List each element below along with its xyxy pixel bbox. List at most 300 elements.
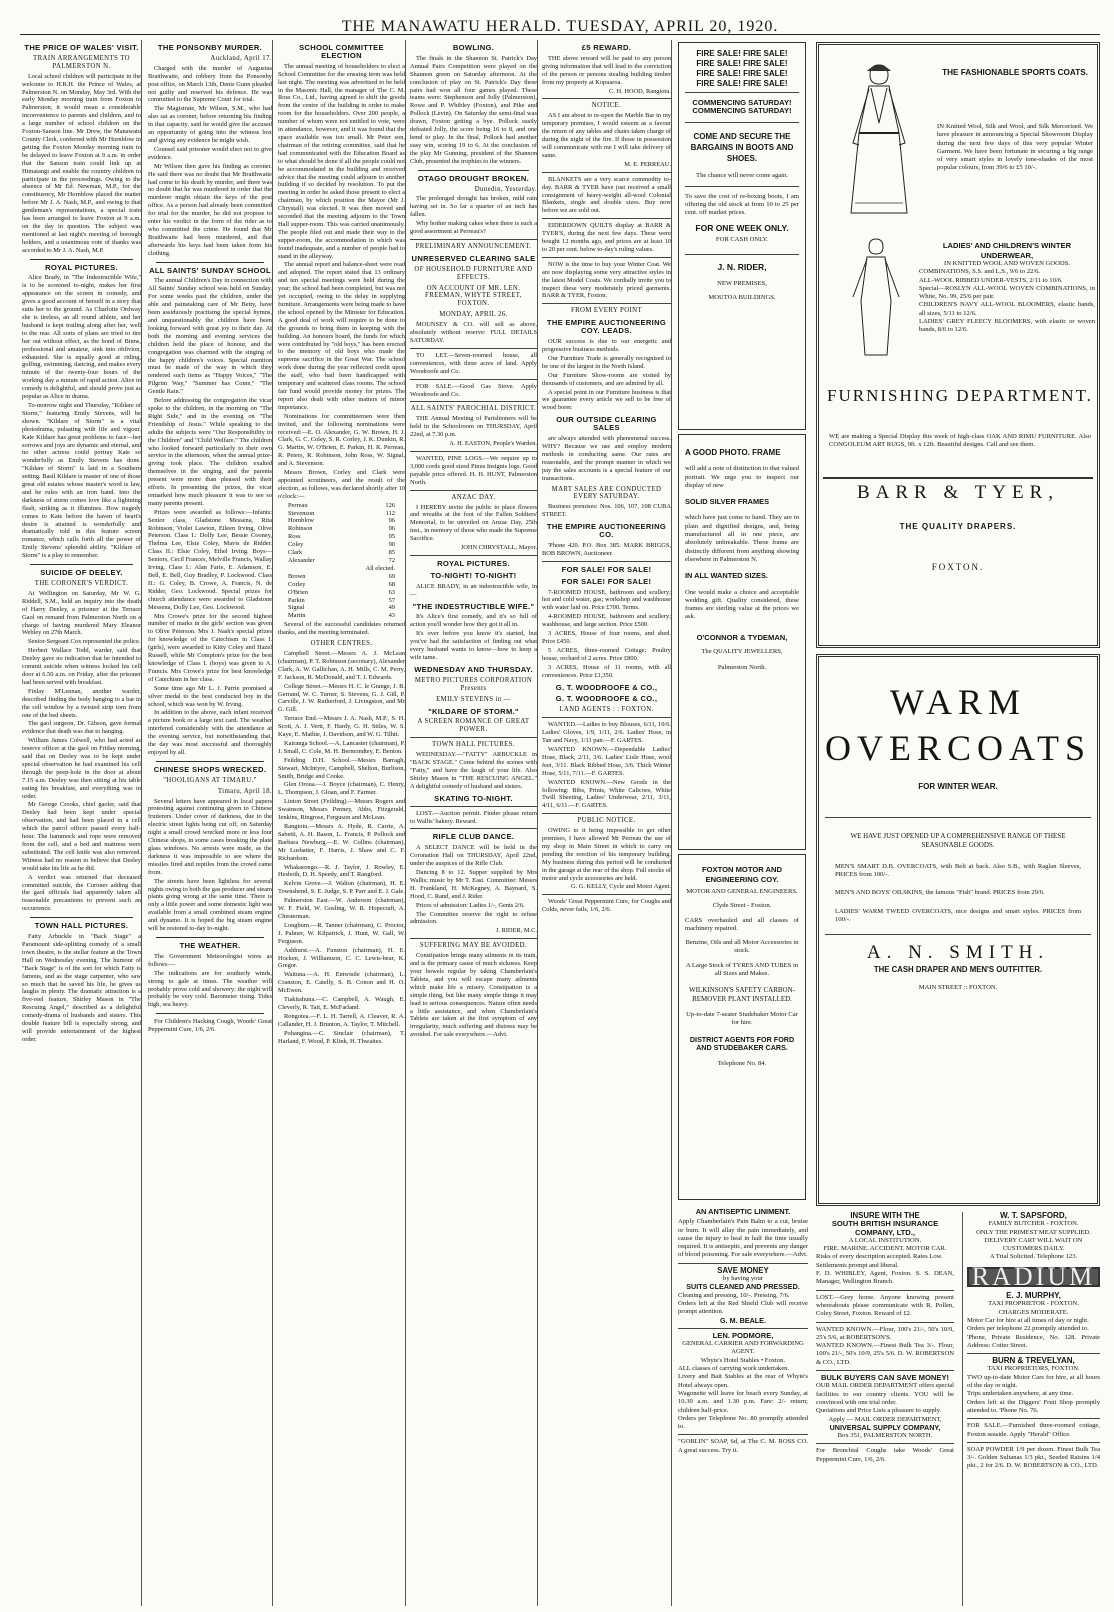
- ad-misc-text: Orders left at the Red Shield Club will receive prompt attention.: [678, 1299, 808, 1316]
- ad-rider-cash: FOR CASH ONLY.: [715, 236, 769, 244]
- ad-insure-text: Apply — MAIL ORDER DEPARTMENT,: [828, 1415, 942, 1423]
- headline-empire: THE EMPIRE AUCTIONEERING COY. LEADS.: [546, 318, 667, 336]
- article-para: OWING to it being impossible to get other premises, I have allowed Mr Perreau the use of my shop in Main Street in which to carry on pending the erection of his temporary building. My business during this period will be conducted in the garage at the rear of the shop. Full stocks of motor and cycle accessories are held.: [542, 827, 671, 882]
- divider: [410, 239, 537, 240]
- vote-row: Robinson 96: [288, 525, 395, 533]
- ad-misc-text: Wagonette will leave for beach every Sunday, at 10.30 a.m. and 1.30 p.m. Fare: 2/- return; children half-price.: [678, 1389, 808, 1414]
- article-para: William James Colwell, who had acted as reserve officer at the gaol on Friday morning, said that on Deeley was to be kept under special observation he had examined his cell through the peep-hole in the door at about 7.15 a.m. Deeley was then sitting at his table eating his breakfast, and everything was in order.: [22, 737, 141, 800]
- ad-rider-text: The chance will never come again.: [696, 171, 788, 179]
- ad-smith-item: MEN'S SMART D.B. OVERCOATS, with Belt at back. Also S.B., with Raglan Sleeves, PRICES from 100/-.: [835, 862, 1081, 879]
- headline-royal-ad: ROYAL PICTURES.: [437, 558, 510, 568]
- article-para: M. E. PERREAU.: [624, 160, 671, 168]
- headline-empire-co: THE EMPIRE AUCTIONEERING CO.: [546, 522, 667, 540]
- headline-bowling: BOWLING.: [452, 43, 495, 52]
- article-para: Palmerston East.—W. Anderson (chairman), W. F. Field, W. Gosling, W. R. Hopecraft, A. Chesterman.: [278, 897, 405, 920]
- article-para: Nominations for committeemen were then invited, and the following nominations were received:—E. O. Alexander, G. W. Brown, H. J. Clark, G. C. Coley, S. R. Corley, J. K. Dunkin, R. G. Martin, W. O'Brien, E. Parkin, H. R. Perreau, R. Peters, R. Robinson, John Ross, W. Signal, and A. Stevenson.: [278, 412, 405, 468]
- dateline: Timaru, April 18.: [217, 787, 272, 795]
- divider: [542, 561, 671, 562]
- divider: [542, 98, 671, 99]
- ad-murphy-sub: TAXI PROPRIETOR - FOXTON.: [988, 1300, 1079, 1308]
- article-para: The Magistrate, Mr Wilson, S.M., who had also sat as coroner, before returning his finding in that capacity, said he would give the accused an opportunity of going into the witness box and giving any evidence he might wish.: [148, 105, 272, 144]
- article-para: Kelvin Grove.—J. Walton (chairman), H. E. Townshend, S. E. Judge, S. P. Parr and E. J. Gale.: [278, 880, 405, 896]
- article-para: C. H. HOOD, Rangiotu.: [609, 87, 671, 95]
- article-para: OUR success is due to our energetic and progressive business methods.: [542, 338, 671, 353]
- article-para: The prolonged drought has broken, mild rain having set in. So far a quarter of an inch has fallen.: [410, 195, 537, 219]
- ad-barr-name: BARR & TYER,: [856, 482, 1060, 503]
- ad-smith-name: A. N. SMITH.: [866, 942, 1050, 964]
- article-para: Finlay M'Lennan, another warder, described finding the body hanging to a bar in the cell window by a twisted strip torn from one of the bed sheets.: [22, 687, 141, 719]
- divider: [30, 259, 133, 260]
- ad-misc-text: Cleaning and pressing, 10/-. Pressing, 7/6.: [678, 1291, 790, 1299]
- ad-oconnor-name: O'CONNOR & TYDEMAN,: [696, 632, 788, 642]
- subhead: PRELIMINARY ANNOUNCEMENT.: [415, 242, 532, 250]
- ad-smith-addr: MAIN STREET :: FOXTON.: [918, 983, 998, 991]
- article-para: Messrs Brown, Corley and Clark were appointed scrutineers, and the result of the election, as follows, was declared shortly after 10 o'clock:—: [278, 469, 405, 500]
- ad-motor-tel: Telephone No. 84.: [717, 1060, 767, 1068]
- article-para: The annual Children's Day in connection with All Saints' Sunday school was held on Sunday. For some weeks past the children, under the able and painstaking care of Mr Betty, have been assiduously practising the special hymns, and unquestionably the children have been looking forward with great joy to their day. At both the morning and evening services the children held the place of honour, and the congregation was charmed with the singing of the happy children's voices. Special mention must be made of the way in which they rendered such items as "Happy Voices," "The Pilgrim Way," "Summer has Come," "The Gentle Rain.": [148, 277, 272, 396]
- subhead: MONDAY, APRIL 26.: [439, 311, 508, 319]
- divider: [30, 917, 133, 918]
- classified: EIDERDOWN QUILTS display at BARR & TYER'S, during the next few days. These were bought 12 months ago, and prices are at least 10 to 20 per cent. below to-day's ruling values.: [542, 222, 671, 253]
- ad-rider-oneweek: FOR ONE WEEK ONLY.: [695, 222, 789, 233]
- ad-insure-text: Quotations and Price Lists a pleasure to supply.: [816, 1407, 942, 1415]
- column-2: [148, 40, 273, 1606]
- subhead: METRO PICTURES CORPORATION Presents: [414, 676, 533, 692]
- classified: WANTED.—Ladies to buy Blouses, 6/11, 10/6. Ladies' Gloves, 1/9, 1/11, 2/6. Ladies' Hose, in Tan and Navy, 1/11 pair.—F. GARTES.: [542, 721, 671, 745]
- ad-insure-text: Risks of every description accepted. Rates Low.: [816, 1253, 943, 1261]
- vote-row: Hornblow 96: [288, 517, 395, 525]
- divider: [410, 348, 537, 349]
- article-para: It's Alice's first comedy, and it's so full of action you'll wonder how they got it all in.: [410, 613, 537, 629]
- divider: [410, 938, 537, 939]
- headline-outside-sales: OUR OUTSIDE CLEARING SALES: [556, 415, 657, 433]
- ad-save-money: SAVE MONEY: [717, 1265, 769, 1275]
- ad-oconnor-sub: SOLID SILVER FRAMES: [685, 497, 770, 507]
- classified: FOR SALE.—Furnished three-roomed cottage, Foxton seaside. Apply "Herald" Office.: [967, 1422, 1100, 1438]
- article-para: Several of the successful candidates returned thanks, and the meeting terminated.: [278, 621, 405, 637]
- article-para: Fatty Arbuckle in "Back Stage" a Paramount side-splitting comedy of a small town theatre, is the stellar feature at the Town Hall on Wednesday evening. The humour of "Back Stage" is of the sort for which Fatty is famous, and as the stage carpenter, who saw so much that he saved his life, he gives us laughs in plenty. The dramatic attraction is a five-reel feature, Shirley Mason in "The Rescuing Angel," described as a delightful comedy-drama of husbands and sisters. This double feature bill is especially strong, and will provide entertainment of the highest order.: [22, 933, 141, 1043]
- article-para: College Street.—Messrs H. C. le Grange, J. B. Gerrand, W. C. Turner, S. Stevens, G. J. Gill, P. Carville, J. W. Rutherford, J. Livingston, and Mr G. Gill.: [278, 682, 405, 714]
- headline-tonight: TO-NIGHT! TO-NIGHT!: [430, 570, 517, 580]
- ad-murphy: E. J. MURPHY,: [1006, 1291, 1061, 1301]
- article-para: Mr Wilson then gave his finding as coroner. He said there was no doubt that Mr Braithwaite had come to his death by murder, and there was no doubt that he was murdered in order that the murderer might obtain the keys of the post office. As a person had already been committed for trial for the murder, he did not propose to enter his verdict in the form of the rider as to who committed the crime. He found that Mr Braithwaite had been murdered, and that afterwards his keys had been taken from his clothing.: [148, 162, 272, 257]
- headline-weather: THE WEATHER.: [179, 940, 241, 950]
- ad-rider-premises: NEW PREMISES,: [717, 279, 767, 287]
- article-para: Terrace End.—Messrs J. A. Nash, M.P., S. H. Scott, A. J. Vertt, F. Hardy, G. H. Stiles, W. S. Kaye, E. Mathie, J. Davidson, and W. G. Tilhtt.: [278, 715, 405, 739]
- ad-insure-text: F. D. WHIBLEY, Agent, Foxton. S. S. DEAN, Manager, Wellington Branch.: [816, 1270, 954, 1286]
- article-para: Several letters have appeared in local papers protesting against continuing given to Chinese fruiterers. Under cover of darkness, due to the electric street lights being cut off, on Saturday night a small crowd wrecked more or less four Chinese shops, in some cases breaking the plate glass windows. No arrests were made, as the darkness it was impossible to see where the missiles fired and reptiles from the crowd came from.: [148, 797, 272, 876]
- ad-sapsford-name: W. T. SAPSFORD,: [1000, 1212, 1067, 1220]
- vote-row: Alexander 72: [288, 557, 395, 564]
- ad-misc-sub: GENERAL CARRIER AND FORWARDING AGENT.: [682, 1340, 804, 1356]
- ad-barr-item: ALL-WOOL RIBBED UNDER-VESTS, 2/11 to 10/6.: [919, 276, 1063, 284]
- divider: [542, 717, 671, 718]
- classified: FOR SALE.—Good Gas Stove. Apply Woodroofe and Co.: [410, 382, 537, 398]
- ad-murphy-text: Orders per telephone 22 promptly attended to.: [967, 1325, 1089, 1333]
- classified: LOST.—Auction permit. Finder please return to Wallis' bakery. Reward.: [410, 809, 537, 825]
- ad-barr-tyer: [816, 42, 1100, 648]
- article-para: The finals in the Shannon St. Patrick's Day Annual Pairs Competition were played on the Shannon green on Saturday afternoon. At the conclusion of play on St. Patrick's Day three pairs had won all four games played. These teams were: Stephenson and Jolly (Palmerston), Rowe and P. Whibley (Foxton), and Pike and Pollock (Levin). On Saturday the semi-final was drawn, Foxton getting a bye. Pollock easily defeated Jolly, the score being 16 to 8, and one bend to play. In the final, Pollock had another easy win, scoring 19 to 6. At the conclusion of the play Mr Gunning, president of the Shannon Club, presented the trophies to the winners.: [410, 54, 537, 165]
- ad-murphy-sub: CHARGES MODERATE.: [998, 1308, 1069, 1316]
- headline-woodroofe: G. T. WOODROOFE & CO.,: [555, 682, 658, 692]
- article-para: Campbell Street.—Messrs A. J. McLean (chairman), P. T. Robinson (secretary), Alexander Clark, A. W. Gallichan, A. H. Mills, C. M. Perry, F. Jackson, R. McDonald, and T. J. Edwards.: [278, 649, 405, 681]
- ad-burn-text: Trips undertaken anywhere, at any time.: [967, 1390, 1074, 1398]
- article-para: The Committee reserve the right to refuse admission.: [410, 910, 537, 926]
- article-para: A. H. EASTON, People's Warden.: [449, 440, 537, 448]
- headline-rifle-club: RIFLE CLUB DANCE.: [432, 832, 515, 842]
- headline-for-sale: FOR SALE! FOR SALE!: [561, 576, 652, 586]
- ad-barr-town: FOXTON.: [931, 562, 985, 572]
- ad-motor-addr: Clyde Street - Foxton.: [712, 902, 772, 910]
- divider: [410, 828, 537, 829]
- classified: SOAP POWDER 1/9 per dozen. Finest Bulk Tea 3/-. Golden Sultanas 1/3 pkt., Seeded Raisins 1/4 pkt., 2 for 2/6. D. W. ROBERTSON & CO., LTD.: [967, 1445, 1100, 1470]
- ad-burn-trevelyan: BURN & TREVELYAN,: [992, 1356, 1075, 1366]
- vote-row: Stevenson 112: [288, 509, 395, 517]
- ad-oconnor-text: One would make a choice and acceptable wedding gift. Quality considered, these frames are sterling value at the prices we ask.: [685, 588, 799, 621]
- ad-smith-text: WE HAVE JUST OPENED UP A COMPREHENSIVE RANGE OF THESE SEASONABLE GOODS.: [850, 832, 1066, 849]
- ad-antiseptic-text: Apply Chamberlain's Pain Balm to a cut, bruise or burn. It will allay the pain immediately, and cause the injury to heal in half the time usually required. It is antiseptic, and prevents any danger of blood poisoning. For sale everywhere.—Advt.: [678, 1218, 808, 1259]
- article-para: Constipation brings many ailments in its train, and is the primary cause of much sickness. Keep your bowels regular by taking Chamberlain's Tablets, and you will escape many ailments which make life a misery. Constipation is a simple thing, but like many simple things it may lead to serious consequences. Nature often needs a little assistance, and when Chamberlain's Tablets are taken at the first symptom of any irregularity, much suffering and distress may be avoided. For sale everywhere.—Advt.: [410, 952, 537, 1039]
- article-para: Our Furniture Show-rooms are visited by thousands of customers, and are admired by all.: [542, 371, 671, 387]
- article-para: In addition to the above, each infant received a picture book or a large text card. The weather interfered considerably with the attendance at the evening service, but notwithstanding that, the day was most successful and thoroughly enjoyed by all.: [148, 709, 272, 756]
- ad-sapsford-sub: FAMILY BUTCHER - FOXTON.: [988, 1220, 1079, 1228]
- ad-insure-sub: FIRE. MARINE. ACCIDENT. MOTOR CAR.: [823, 1245, 947, 1253]
- ad-oconnor-headline: A GOOD PHOTO. FRAME: [685, 448, 781, 457]
- subhead-other-centres: OTHER CENTRES.: [310, 640, 373, 648]
- article-para: Local school children will participate in the welcome to H.R.H. the Prince of Wales, at Palmerston N. on Monday, May 3rd. With the early Monday morning train from Foxton to Palmerston, it would mean a considerable inconvenience to parents and children, and to a large number of school children on the Foxton-Sanson line. Mr Drew, the Manawatu County Clerk, conferred with Mr Hornblow in getting the Foxton Monday morning train to be delayed to leave Foxton at 9 a.m. in order that the Sanson train could link up at Himatangi and enable the country children to participate in the proceedings. Owing to the absence of Mr Ed. Newman, M.P., for the constituency, Mr Hornblow placed the matter before Mr J. A. Nash, M.P., and owing to that gentleman's representations, a special train has been arranged to leave Foxton at 9 a.m. on the day in question. The subject was mentioned at last night's meeting of borough holders, and a unanimous vote of thanks was accorded to Mr J. A. Nash, M.P.: [22, 72, 141, 254]
- listing: 4-ROOMED HOUSE, bathroom and scullery; washhouse, and large section. Price £500.: [542, 613, 671, 629]
- article-para: For Children's Hacking Cough, Woods' Great Peppermint Cure, 1/6, 2/6.: [148, 1018, 272, 1034]
- article-para: Alice Brady, in "The Indestructible Wife," is to be screened to-night, makes her first appearance on the screen in comedy, and gives a good account of herself in a story that suits her to the ground. As Charlotte Ordway she is tireless, an all round athlete, and her husband is kept trailing along after her, well to the rear. All sorts of plans are tried to tire her out without effect, as the bond of Binns, professional and amateur, sink into oblivion, exhausted. She is equally good at riding, golfing, swimming, dancing, and makes every minute of the twenty-four hours of the working day a minute of rapid action. Alice in comedy is delightful, and should prove just as popular as Alice in drama.: [22, 274, 141, 401]
- classified: NOW is the time to buy your Winter Coat. We are now displaying some very attractive styles in the latest Model Coats. We cordially invite you to inspect these very moderately priced garments. BARR & TYER, Foxton.: [542, 260, 671, 300]
- article-para: Business premises: Nos. 106, 107, 108 CUBA STREET.: [542, 503, 671, 519]
- article-para: To-morrow night and Thursday, "Kildare of Storm," featuring Emily Stevens, will be shown. "Kildare of Storm" is a vital photodrama, pulsating with life and vigour. Kate Kildare has great problems to face—her sorrows and joys are dynamic and eternal, and no other actress could portray Kate so wonderfully as Emily Stevens has done. "Kildare of Storm" is laid in a Southern setting. Basil Kildare is master of one of those great old estates whose master's word is law, and he rules with an iron hand. Into the darkness of storm comes love like a lightning flash, striking as it illumines. How tragedy comes to Kate before the haven of heart's desire is attained is wonderfully and dramatically told in this feature screen romance, which calls forth all the power of Emily Stevens' splendid ability. "Kildare of Storm" is a play to remember.: [22, 401, 141, 560]
- ad-insure-column: [816, 1212, 954, 1606]
- ad-misc-sub: Whyte's Hotel Stables • Foxton.: [700, 1356, 786, 1364]
- classified: BLANKETS are a very scarce commodity to-day. BARR & TYER have just received a small consignment of heavy-weight all-wool Colonial Blankets, single and double sizes. Buy now before we are sold out.: [542, 175, 671, 215]
- article-para: A SELECT DANCE will be held in the Coronation Hall on THURSDAY, April 22nd, under the auspices of the Rifle Club.: [410, 844, 537, 868]
- headline-chinese-shops: CHINESE SHOPS WRECKED.: [153, 764, 267, 774]
- ad-motor-text: A Large Stock of TYRES AND TUBES in all Sizes and Makes.: [685, 961, 799, 978]
- divider: [410, 451, 537, 452]
- subhead: OF HOUSEHOLD FURNITURE AND EFFECTS.: [414, 265, 533, 281]
- ad-an-smith: [816, 654, 1100, 1206]
- subhead: ANZAC DAY.: [451, 493, 496, 501]
- subhead-hooligans: "HOOLIGANS AT TIMARU.": [163, 776, 257, 784]
- article-para: Waituna.—A. H. Entwistle (chairman), L. Cranston, E. Catelly, S. B. Conon and H. O. McEwen.: [278, 971, 405, 995]
- ad-rider: [678, 42, 806, 430]
- headline-otago: OTAGO DROUGHT BROKEN.: [417, 173, 530, 183]
- subhead-train: TRAIN ARRANGEMENTS TO PALMERSTON N.: [33, 54, 130, 70]
- ad-foxton-motor: [678, 854, 806, 1200]
- subhead: ALL SAINTS' PAROCHIAL DISTRICT.: [410, 405, 537, 413]
- divider: [410, 555, 537, 556]
- article-para: JOHN CHRYSTALL, Mayor.: [460, 544, 537, 552]
- ad-oconnor-sub: IN ALL WANTED SIZES.: [685, 571, 768, 581]
- listing: 5 ACRES, three-roomed Cottage; Poultry house, orchard of 2 acres. Price £800.: [542, 646, 671, 662]
- masthead-title: THE MANAWATU HERALD. TUESDAY, APRIL 20, 1920.: [341, 18, 779, 35]
- ad-burn-sub: TAXI PROPRIETORS, FOXTON.: [987, 1365, 1080, 1373]
- vote-row: Coley 90: [288, 541, 395, 549]
- ad-oconnor: [678, 434, 806, 850]
- divider: [542, 172, 671, 173]
- ad-motor-headline: FOXTON MOTOR AND ENGINEERING COY.: [701, 865, 783, 884]
- article-para: Tiakitahuna.—C. Campbell, A. Waugh, E. Cleverly, R. Tait, E. McFarland.: [278, 996, 405, 1011]
- subhead: LAND AGENTS : : FOXTON.: [559, 706, 654, 714]
- ad-insure-sub: A LOCAL INSTITUTION.: [848, 1236, 922, 1244]
- ad-insure-text: For Bronchial Coughs take Woods' Great Peppermint Cure, 1/6, 2/6.: [816, 1447, 954, 1463]
- vote-row: Signal 49: [288, 604, 395, 612]
- article-para: THE Annual Meeting of Parishioners will be held in the Schoolroom on THURSDAY, April 22nd, at 7.30 p.m.: [410, 415, 537, 439]
- vote-row: Clark 85: [288, 549, 395, 557]
- ad-murphy-text: 'Phone, Private Residence, No. 128. Private Address: Cotter Street.: [967, 1333, 1100, 1349]
- divider: [156, 937, 264, 938]
- divider: [542, 303, 671, 304]
- ad-motor-wilkinson: WILKINSON'S SAFETY CARBON-REMOVER PLANT INSTALLED.: [688, 986, 795, 1003]
- article-para: Mrs Crowe's prize for the second highest number of marks in the girls' section was given to Olive Peterson. Mrs J. Nash's special prizes for knowledge of the Catechism in Class I. (girls), were awarded to Kitty Coley and Hazel Russell, while Mr Compton's prize for the best knowledge of Class I. (boys) was given to A. Francis. Mrs Crowe's prize for best knowledge of Catechism in her class.: [148, 612, 272, 683]
- article-para: Counsel said prisoner would elect not to give evidence.: [148, 145, 272, 161]
- subhead: A SCREEN ROMANCE OF GREAT POWER.: [417, 718, 530, 734]
- article-para: Rongotea.—F. L. H. Tarrell, A. Cleaver, R. A. Callander, H. J. Brunton, A. Taylor, T. Mitchell.: [278, 1012, 405, 1028]
- article-para: AS I am about to re-open the Marble Bar in my temporary premises, I would esteem as a favour the return of any tables and chairs taken charge of during the night of the fire. If those in possession will communicate with me I will take delivery of same.: [542, 112, 671, 159]
- ad-insure-text: Box 351, PALMERSTON NORTH.: [837, 1432, 933, 1440]
- article-para: Feilding D.H. School.—Messrs Barragh, Stewart, McIntyre, Campbell, Shelton, Burlison, Smith, Bridge and Cooke.: [278, 756, 405, 780]
- ad-burn-text: TWO up-to-date Motor Cars for hire, at all hours of the day or night.: [967, 1373, 1100, 1390]
- ad-motor-text: Benzine, Oils and all Motor Accessories in stock.: [685, 939, 799, 955]
- commencing-banner: COMMENCING SATURDAY! COMMENCING SATURDAY!: [692, 98, 792, 116]
- vote-table: [288, 502, 395, 621]
- article-para: Pohangina.—C. Sinclair (chairman), T. Harland, F. Wood, P. Klink, H. Thwaites.: [278, 1029, 405, 1045]
- ad-misc-column: [678, 1206, 808, 1606]
- article-para: The indications are for southerly winds, strong to gale at times. The weather will probably prove cold and showery: the night will probably be very cold. Barometer rising. Tides high, sea heavy.: [148, 969, 272, 1009]
- ad-sapsford-text: A Trial Solicited. Telephone 123.: [989, 1253, 1078, 1261]
- ad-beale: G. M. BEALE.: [720, 1315, 766, 1325]
- ad-sapsford-sub: DELIVERY CART WILL WAIT ON CUSTOMERS DAILY.: [984, 1236, 1083, 1253]
- article-para: I HEREBY invite the public to place flowers and wreaths at the foot of the Fallen Soldiers' Memorial, to be unveiled on Anzac Day, 25th inst., in memory of those who made the Supreme Sacrifice.: [410, 503, 537, 543]
- masthead-rule: [20, 34, 1100, 35]
- ad-murphy-text: Motor Car for hire at all times of day or night.: [967, 1316, 1089, 1324]
- subhead-coroner: THE CORONER'S VERDICT.: [34, 580, 129, 587]
- classified: WANTED KNOWN.—Dependable Ladies' Hose, Black, 2/11, 3/6. Ladies' Lisle Hose, wool feet, 3/11. Black Ribbed Hose, 3/6. Thick Winter Hose, 5/11, 7/11.—F. GARTES.: [542, 745, 671, 777]
- ad-rider-buildings: MOUTOA BUILDINGS.: [708, 293, 776, 301]
- vote-row: Perreau 126: [288, 501, 395, 509]
- vote-row: Ross 95: [288, 533, 395, 541]
- headline-royal-pictures: ROYAL PICTURES.: [45, 262, 118, 272]
- ad-rider-text: To save the cost of re-boxing boots, I am offering the old stock at from 10 to 25 per cent. off market prices.: [685, 192, 799, 217]
- article-para: At Wellington on Saturday, Mr W. G. Riddell, S.M., held an inquiry into the death of Harry Deeley, a prisoner at the Terrace Gaol on remand from Palmerston North on a charge of having murdered Mary Eleanor Webley on 27th March.: [22, 589, 141, 637]
- ad-barr-underwear: LADIES' AND CHILDREN'S WINTER UNDERWEAR,: [942, 241, 1072, 260]
- article-para: Dancing 8 to 12. Supper supplied by Mrs Wallis; music by Mr T. East. Committee: Messrs H. Frankland, H. McKegney, A. Baynard, S. Hood, C. Rand, and J. Rider.: [410, 869, 537, 900]
- divider: [410, 806, 537, 807]
- ad-smith-sub: FOR WINTER WEAR.: [918, 782, 998, 791]
- ad-smith-tag: THE CASH DRAPER AND MEN'S OUTFITTER.: [873, 964, 1043, 974]
- divider: [410, 379, 537, 380]
- article-para: Mr George Crooks, chief gaoler, said that Deeley had been kept under special observation, and had been placed in a cell which the patrol officer passed every half-hour. The hammock and rope were removed from the cell, and a bed and mattress were substituted. The cell knife was also removed. Witness had no reason to believe that Deeley would take his life as he did.: [22, 801, 141, 872]
- vote-row: Corley 68: [288, 580, 395, 588]
- subhead: TOWN HALL PICTURES.: [432, 741, 515, 749]
- divider: [156, 761, 264, 762]
- article-para: Why bother making cakes when there is such a good assortment at Perreau's?: [410, 220, 537, 236]
- classified: TO LET.—Seven-roomed house, all conveniences, with three acres of land. Apply Woodroofe and Co.: [410, 351, 537, 375]
- article-para: Glen Oroua.—J. Boyce (chairman), C. Henry, L. Thompson, J. Gloan, and F. Farmer.: [278, 781, 405, 797]
- headline-clearing-sale: UNRESERVED CLEARING SALE: [411, 253, 536, 263]
- headline-skating: SKATING TO-NIGHT.: [434, 793, 513, 803]
- ad-motor-text: CARS overhauled and all classes of machinery repaired.: [685, 916, 799, 932]
- classified: WANTED KNOWN.—Flour, 100's 21/-, 50's 10/9, 25's 5/6, at ROBERTSON'S.: [816, 1325, 954, 1341]
- ad-insure-headline: INSURE WITH THE: [850, 1212, 920, 1220]
- article-para: Prices of admission: Ladies 1/-, Gents 2/6.: [416, 901, 525, 909]
- subhead: EMILY STEVENS in —: [436, 695, 511, 703]
- lady-underwear-illustration: [841, 231, 911, 361]
- headline-woodroofe: G. T. WOODROOFE & CO.,: [555, 694, 658, 704]
- ad-oconnor-town: Palmerston North.: [717, 664, 767, 672]
- ad-sapsford-column: [962, 1212, 1100, 1606]
- article-para: The annual meeting of householders to elect a School Committee for the ensuing term was held last night. The meeting was advertised to be held in the Masonic Hall, the manager of The C. M. Ross Co., Ltd., having agreed to shift the goods from the centre of the building in order to make room for the householders. Over 200 people, a number of whom were not entitled to vote, were in attendance, however, and it was found that the space available was too small. Mr Peter son, chairman of the retiring committee, said that he had communicated with the Education Board as to what should be done if all the people could not be accommodated in the building and received advice that the meeting could adjourn to another building if so decided by resolution. To put the meeting in order he asked those present to elect a chairman, by which position the Mayor (Mr J. Chrystall) was elected. It was then moved and seconded that the meeting adjourn to the Town Hall supper-room. This was carried unanimously. The people filed out and made their way to the supper-room, the accommodation in which was found inadequate, and a number of people had to stand in the alleyway.: [278, 62, 405, 260]
- article-para: Prizes were awarded as follows:—Infants: Senior class, Gladstone Messena, Rita Robinson, Violet Lawton, Eileen Irving, Olive Peterson. Class I.: Dolly Lee, Bessie Cooney, Thelma Lee, Elsie Coley, Mavis de Ridder. Class II.: Elsie Coley, Ethel Irving. Boys—Seniors, Cecil Frances, Melville Francis, Wallay Irving. Class I.: Alan Farie, E. Adamson, E. Bell, E. Bell, Guy Bradley, P. Lockwood. Class II.: G. Coley, B. Crowe, A. Francis, N. de Ridder, Geo. Lockwood. Special prizes for church attendance were awarded to Gladstone Messena, Dolly Lee, Geo. Lockwood.: [148, 508, 272, 611]
- subhead: NOTICE.: [591, 102, 622, 110]
- article-para: The streets have been lightless for several nights owing to both the gas producer and steam plants going wrong at the same time. There is only a little power and some domestic light was available from a small combined steam engine and dynamo. It is hoped the big steam engine will be restored to-day to-night.: [148, 877, 272, 933]
- ad-radium-logo: RADIUM: [967, 1267, 1100, 1287]
- subhead: SUFFERING MAY BE AVOIDED.: [419, 942, 528, 950]
- ad-suits-headline: SUITS CLEANED AND PRESSED.: [686, 1282, 800, 1292]
- vote-row: O'Brien 63: [288, 588, 395, 596]
- article-para: The Government Meteorologist wires as follows:—: [148, 952, 272, 968]
- article-para: The gaol surgeon, Dr. Gibson, gave formal evidence that death was due to hanging.: [22, 720, 141, 736]
- ad-smith-item: MEN'S AND BOYS' OILSKINS, the famous "Fish" brand. PRICES from 29/6.: [835, 889, 1045, 897]
- headline-town-hall: TOWN HALL PICTURES.: [34, 921, 129, 931]
- subhead: PUBLIC NOTICE.: [577, 817, 636, 825]
- ad-antiseptic-headline: AN ANTISEPTIC LINIMENT.: [695, 1207, 791, 1216]
- classified: LOST.—Grey horse. Anyone knowing present whereabouts please communicate with R. Pollen, Coley Street, Foxton. Reward of £2.: [816, 1293, 954, 1318]
- article-para: A special point in our Furniture business is that we guarantee every article we sell to be free of wood borer.: [542, 388, 671, 412]
- divider: [410, 490, 537, 491]
- dateline: Dunedin, Yesterday.: [474, 185, 537, 193]
- divider: [410, 401, 537, 402]
- ad-barr-item: COMBINATIONS, S.S. and L.S., 9/6 to 22/6.: [919, 268, 1041, 276]
- vote-row: Parkin 57: [288, 596, 395, 604]
- listing: 3 ACRES, House of 11 rooms, with all conveniences. Price £1,350.: [542, 663, 671, 679]
- article-para: 'Phone 420. P.O. Box 385. MARK BRIGGS, BOB BROWN, Auctioneer.: [542, 541, 671, 557]
- lady-sports-coat-illustration: [829, 53, 929, 223]
- ad-motor-sub: MOTOR AND GENERAL ENGINEERS.: [686, 888, 798, 895]
- ad-sapsford-sub: ONLY THE PRIMEST MEAT SUPPLIED.: [976, 1228, 1091, 1236]
- divider: [542, 257, 671, 258]
- ad-burn-text: Orders left at the Diggers' Fruit Shop promptly attended to. 'Phone No. 76.: [967, 1398, 1100, 1414]
- article-para: It's over before you know it's started, but you've had the satisfaction of finding out what every husband wants to know—how to keep a wife tame.: [410, 630, 537, 661]
- article-para: Linton Street (Feilding).—Messrs Rogers and Swainson, Messrs Penney, Abbs, Fitzgerald, Jenkins, Ringrose, Ferguson and McLean.: [278, 798, 405, 822]
- ad-smith-warm: WARM: [889, 682, 1026, 722]
- ad-smith-item: LADIES' WARM TWEED OVERCOATS, nice designs and smart styles. PRICES from 100/-.: [835, 907, 1081, 924]
- subhead: ON ACCOUNT OF MR. LEN. FREEMAN, WHYTE STREET, FOXTON.: [425, 284, 522, 308]
- ad-podmore: LEN. PODMORE,: [712, 1330, 774, 1340]
- headline-for-sale: FOR SALE! FOR SALE!: [561, 564, 652, 574]
- article-para: Longburn.—R. Tanner (chairman), C. Proctor, J. Palmer, W. Kilpatrick, J. Hunt, W. Gall, W. Ferguson.: [278, 921, 405, 945]
- subhead: MART SALES ARE CONDUCTED EVERY SATURDAY.: [551, 485, 662, 501]
- ad-smith-overcoats: OVERCOATS: [825, 728, 1092, 768]
- ad-insure-text: OUR MAIL ORDER DEPARTMENT offers special facilities to our country clients. YOU will be convinced with one trial order.: [816, 1382, 954, 1406]
- article-para: Senior-Sergeant Cox represented the police.: [28, 638, 141, 646]
- divider: [542, 218, 671, 219]
- ad-oconnor-tag: The QUALITY JEWELLERS,: [701, 648, 783, 656]
- article-para: WEDNESDAY.—"FATTY" ARBUCKLE in "BACK STAGE." Come behind the scenes with "Fatty," and have the laugh of your life. Also Shirley Mason in "THE RESCUING ANGEL." A delightful comedy of husband and sisters.: [410, 751, 537, 790]
- ad-barr-text: IN Knitted Wool, Silk and Wool, and Silk Mercerised. We have pleasure in announcing a Special Showroom Display during the next few days of this very popular Winter Garment. We have been fortunate in securing a big range of very smart styles in lovely tone-shades of the most popular colours, from 39/6 to £5 10/-.: [937, 123, 1093, 172]
- headline-wales-visit: THE PRICE OF WALES' VISIT.: [24, 43, 139, 52]
- headline-school-committee: SCHOOL COMMITTEE ELECTION: [299, 43, 384, 60]
- divider: [30, 564, 133, 565]
- fire-sale-banner: FIRE SALE! FIRE SALE! FIRE SALE! FIRE SALE! FIRE SALE! FIRE SALE! FIRE SALE! FIRE SALE!: [696, 49, 788, 88]
- article-para: G. G. KELLY, Cycle and Motor Agent.: [570, 883, 671, 891]
- article-para: A verdict was returned that deceased committed suicide, the Coroner adding that the gaol officials had apparently taken all reasonable precautions to prevent such an occurrence.: [22, 873, 141, 913]
- ad-barr-sub: IN KNITTED WOOL AND WOVEN GOODS.: [944, 260, 1070, 267]
- ad-rider-headline: COME AND SECURE THE BARGAINS IN BOOTS AND SHOES.: [690, 131, 794, 163]
- classified: WANTED KNOWN.—New Goods in the following: Bibs, Prints, White Calicoes, White Twill Sheeting, Ladies' Underwear, 2/11, 3/11, 4/11, 6/11.—F. GARTES.: [542, 778, 671, 810]
- ad-insure-text: Settlements prompt and liberal.: [816, 1261, 899, 1269]
- headline-deeley: SUICIDE OF DEELEY.: [40, 568, 123, 578]
- article-para: MOUNSEY & CO. will sell as above, absolutely without reserve: FULL DETAILS SATURDAY.: [410, 321, 537, 344]
- article-para: Whakarongo.—R. J. Taylor, J. Rowley, E. Hesboth, D. H. Speedy, and T. Rangford.: [278, 863, 405, 879]
- column-3: [278, 40, 406, 1606]
- ad-misc-sub: by having your: [723, 1275, 763, 1283]
- article-para: Before addressing the congregation the vicar spoke to the children, in the morning on "The Right Side," and in the evening on "The Friendship of Jesus." While speaking to the adults the subjects were "Our Responsibility to the Children" and "Child Welfare." The children who looked forward particularly to their own service in the afternoon, when the annual prize-giving took place. The children exalted themselves in the singing, and the parents present were more than pleased with their efforts. In presenting the prizes, the vicar remarked how much pleasure it was to see so many parents present.: [148, 397, 272, 507]
- ad-barr-headline: THE FASHIONABLE SPORTS COATS.: [942, 68, 1088, 77]
- divider: [410, 737, 537, 738]
- headline-indestructible: "THE INDESTRUCTIBLE WIFE.": [412, 601, 535, 611]
- article-para: Herbert Wallace Todd, warder, said that Deeley gave no indication that he intended to commit suicide when witness locked his cell door at 6.50 a.m. on Friday, after the prisoner had been served with breakfast.: [22, 647, 141, 686]
- headline-ponsonby: THE PONSONBY MURDER.: [157, 43, 263, 52]
- article-para: Some time ago Mr L. J. Parrie promised a silver medal to the best conducted boy in the school, which was won by W. Irving.: [148, 684, 272, 708]
- ad-rider-name: J. N. RIDER,: [717, 262, 767, 273]
- headline-kildare: "KILDARE OF STORM.": [428, 706, 519, 716]
- subhead: FROM EVERY POINT: [570, 307, 643, 315]
- ad-barr-item: CHILDREN'S NAVY ALL-WOOL BLOOMERS, elastic bands, all sizes, 5/11 to 12/6.: [919, 301, 1095, 317]
- article-para: Charged with the murder of Augustus Braithwaite, and robbery from the Ponsonby post office, on March 13th, Denis Gunn pleaded not guilty and reserved his defence. He was committed to the Supreme Court for trial.: [148, 64, 272, 104]
- divider: [542, 894, 671, 895]
- divider: [156, 1013, 264, 1014]
- divider: [542, 813, 671, 814]
- ad-motor-text: Up-to-date 7-seater Studebaker Motor Car for hire.: [686, 1010, 798, 1027]
- article-para: Kairanga School.—A. Lancaster (chairman), P. J. Small, C. Cole, M. H. Bermondtey, E. Benton.: [278, 739, 405, 755]
- ad-barr-furnishing: FURNISHING DEPARTMENT.: [827, 386, 1093, 405]
- article-para: The annual report and balance-sheet were read and adopted. The report stated that 13 ordinary and ten special meetings were held during the year; the school had been completed, but was not yet occupied, owing to the delay in supplying furniture. Arrangements were being made to have the school opened by the Minister for Education. A good deal of work will require to be done to the grounds to bring them in keeping with the building. An honours board, the funds for which were contributed by "old boys," has been erected to the memory of old boys who made the supreme sacrifice in the Great War. The school work done during the year reflected credit upon the staff, who had been handicapped with temporary and scattered class rooms. The school fair fund would provide money for prizes. The report also dealt with other matters of minor importance.: [278, 261, 405, 411]
- headline-reward: £5 REWARD.: [581, 43, 632, 52]
- classified: WANTED KNOWN.—Finest Bulk Tea 3/-. Flour, 100's 21/-, 50's 10/9, 25's 5/6. D. W. ROBERTSON & CO., LTD.: [816, 1342, 954, 1366]
- masthead: [20, 6, 1100, 36]
- listing: 3 ACRES, House of four rooms, and shed. Price £450.: [542, 630, 671, 645]
- ad-oconnor-text: will add a note of distinction to that valued portrait. We urge you to inspect our display of new: [685, 465, 799, 489]
- article-para: Our Furniture Trade is generally recognised to be one of the largest in the North Island.: [542, 354, 671, 370]
- article-para: are always attended with phenomenal success. WHY? Because we use and employ modern methods in conducting same. Our rates are reasonable, and the prompt manner in which we pay the sales accounts is a special feature of our transactions.: [542, 435, 671, 482]
- ad-bulk-buyers: BULK BUYERS CAN SAVE MONEY!: [820, 1373, 950, 1383]
- ad-barr-tag: THE QUALITY DRAPERS.: [899, 522, 1017, 531]
- ad-misc-text: Orders per Telephone No. 80 promptly attended to.: [678, 1414, 808, 1431]
- article-para: Rangiotu.—Messrs A. Hyde, R. Carrie, A. Sabetti, A. H. Bason, L. Francis, P. Pollock and Barbara Newburg.—E. W. Collins (chairman), Mr Lusbatter, F. Harris, J. Shaw and C. F. Richardson.: [278, 823, 405, 862]
- article-para: THE above reward will be paid to any person giving information that will lead to the conviction of the person or persons stealing building timber from my property at Kopuaroa.: [542, 54, 671, 86]
- divider: [418, 170, 529, 171]
- ad-misc-text: ALL classes of carrying work undertaken.: [678, 1365, 790, 1373]
- divider: [156, 262, 264, 263]
- ad-insure-company: SOUTH BRITISH INSURANCE COMPANY, LTD.,: [831, 1219, 939, 1237]
- column-5: [542, 40, 672, 1606]
- listing: 7-ROOMED HOUSE, bathroom and scullery; hot and cold water, gas; workshop and washhouse with water laid on. Price £700. Terms.: [542, 588, 671, 612]
- headline-wed-thu: WEDNESDAY AND THURSDAY.: [414, 664, 533, 674]
- ad-universal: UNIVERSAL SUPPLY COMPANY,: [829, 1422, 941, 1432]
- vote-row: Martin 43: [288, 612, 395, 620]
- dateline: Auckland, April 17.: [210, 54, 272, 62]
- ad-barr-item: Special—ROSLYN ALL-WOOL WOVEN COMBINATIONS, in White, No. 99, 25/6 per pair.: [919, 284, 1095, 301]
- article-para: J. RIDER, M.C.: [495, 927, 537, 935]
- ad-motor-agents: DISTRICT AGENTS FOR FORD AND STUDEBAKER CARS.: [689, 1034, 795, 1052]
- vote-note: All elected.: [365, 564, 395, 572]
